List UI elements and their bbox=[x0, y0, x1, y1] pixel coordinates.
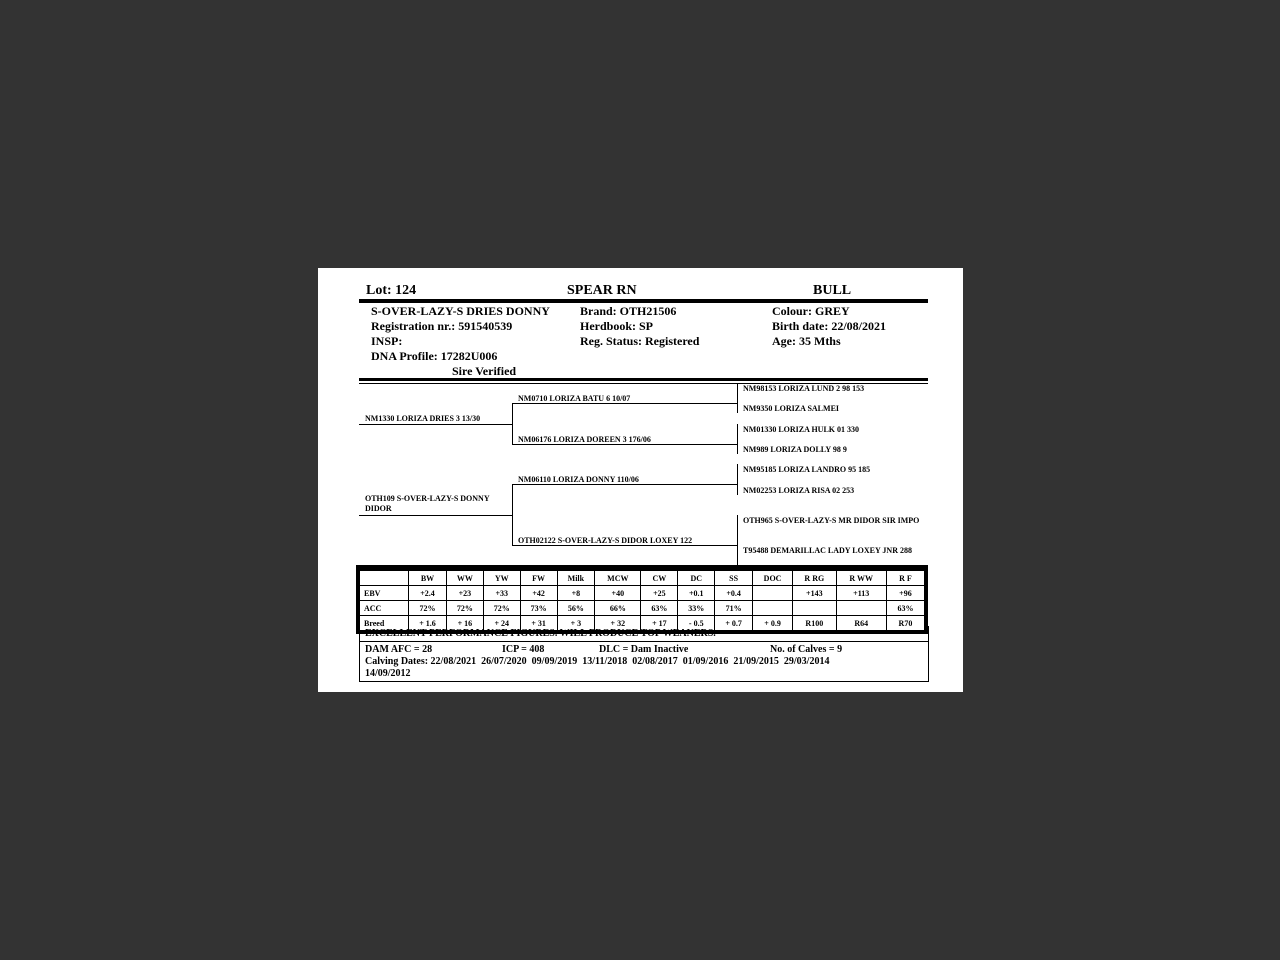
acc-cell: 72% bbox=[483, 601, 520, 616]
breeder-name: SPEAR RN bbox=[567, 283, 637, 298]
lot-number: Lot: 124 bbox=[366, 283, 417, 298]
breed-cell: + 24 bbox=[483, 616, 520, 633]
pedigree-sire-sire: NM0710 LORIZA BATU 6 10/07 bbox=[518, 394, 631, 403]
insp: INSP: bbox=[371, 334, 403, 348]
ss-bracket bbox=[737, 383, 738, 413]
birth-date: Birth date: 22/08/2021 bbox=[772, 319, 886, 333]
ebv-cell: +0.4 bbox=[715, 586, 753, 601]
ebv-cell: +96 bbox=[886, 586, 926, 601]
animal-sex: BULL bbox=[813, 283, 852, 298]
breed-cell: R100 bbox=[793, 616, 837, 633]
breed-cell: + 1.6 bbox=[409, 616, 447, 633]
sd-bracket bbox=[737, 424, 738, 454]
notes-box bbox=[359, 626, 929, 682]
breed-cell: + 32 bbox=[595, 616, 641, 633]
ebv-cell: +42 bbox=[520, 586, 557, 601]
ebv-col-header: BW bbox=[409, 568, 447, 586]
ebv-col-header: WW bbox=[446, 568, 483, 586]
acc-cell: 73% bbox=[520, 601, 557, 616]
icp: ICP = 408 bbox=[502, 644, 545, 655]
breed-cell: R64 bbox=[836, 616, 886, 633]
dna-profile: DNA Profile: 17282U006 bbox=[371, 349, 498, 363]
sire-dam-line bbox=[512, 444, 737, 445]
sire-bracket bbox=[512, 403, 513, 445]
ebv-col-header: Milk bbox=[557, 568, 595, 586]
lot-card bbox=[318, 268, 963, 692]
acc-cell: 66% bbox=[595, 601, 641, 616]
animal-info-left bbox=[371, 304, 550, 379]
brand: Brand: OTH21506 bbox=[580, 304, 677, 318]
row-label: EBV bbox=[358, 586, 409, 601]
ebv-cell: +33 bbox=[483, 586, 520, 601]
pedigree-sire: NM1330 LORIZA DRIES 3 13/30 bbox=[365, 414, 481, 423]
ebv-cell: +113 bbox=[836, 586, 886, 601]
ebv-cell: +40 bbox=[595, 586, 641, 601]
acc-cell: 72% bbox=[446, 601, 483, 616]
acc-cell: 63% bbox=[886, 601, 926, 616]
acc-cell bbox=[793, 601, 837, 616]
ebv-cell: +143 bbox=[793, 586, 837, 601]
sire-sire-line bbox=[512, 403, 737, 404]
breed-cell: + 0.9 bbox=[753, 616, 793, 633]
breed-cell: R70 bbox=[886, 616, 926, 633]
ebv-header-row bbox=[358, 568, 926, 586]
ebv-cell: +23 bbox=[446, 586, 483, 601]
animal-info-right bbox=[772, 304, 886, 349]
breed-cell: + 16 bbox=[446, 616, 483, 633]
row-label: Breed bbox=[358, 616, 409, 633]
ebv-col-header: R RG bbox=[793, 568, 837, 586]
ebv-col-header: DC bbox=[678, 568, 715, 586]
ebv-col-header bbox=[358, 568, 409, 586]
herdbook: Herdbook: SP bbox=[580, 319, 654, 333]
breed-cell: + 3 bbox=[557, 616, 595, 633]
ebv-cell bbox=[753, 586, 793, 601]
dd-bracket bbox=[737, 515, 738, 565]
ebv-col-header: CW bbox=[641, 568, 678, 586]
pedigree-divider-thick bbox=[359, 378, 928, 381]
pedigree-dam-dam: OTH02122 S-OVER-LAZY-S DIDOR LOXEY 122 bbox=[518, 536, 693, 545]
breed-cell: + 0.7 bbox=[715, 616, 753, 633]
calving-dates-cont: 14/09/2012 bbox=[365, 668, 411, 679]
acc-cell bbox=[836, 601, 886, 616]
ebv-col-header: YW bbox=[483, 568, 520, 586]
pedigree-ggp-1: NM98153 LORIZA LUND 2 98 153 bbox=[743, 384, 865, 393]
row-label: ACC bbox=[358, 601, 409, 616]
ebv-table bbox=[356, 565, 928, 634]
breed-cell: + 17 bbox=[641, 616, 678, 633]
ds-bracket bbox=[737, 464, 738, 495]
dam-line bbox=[359, 515, 512, 516]
acc-cell bbox=[753, 601, 793, 616]
acc-cell: 71% bbox=[715, 601, 753, 616]
pedigree-dam-sire: NM06110 LORIZA DONNY 110/06 bbox=[518, 475, 639, 484]
acc-cell: 63% bbox=[641, 601, 678, 616]
ebv-col-header: FW bbox=[520, 568, 557, 586]
ebv-col-header: R WW bbox=[836, 568, 886, 586]
pedigree-ggp-5: NM95185 LORIZA LANDRO 95 185 bbox=[743, 465, 871, 474]
ebv-col-header: MCW bbox=[595, 568, 641, 586]
acc-row bbox=[358, 601, 926, 616]
ebv-cell: +0.1 bbox=[678, 586, 715, 601]
dam-bracket bbox=[512, 484, 513, 546]
pedigree-ggp-2: NM9350 LORIZA SALMEI bbox=[743, 404, 840, 413]
ebv-row bbox=[358, 586, 926, 601]
dam-sire-line bbox=[512, 484, 737, 485]
comment: EXCELLENT PERFORMANCE FIGURES. WILL PRODUCE TOP WEANERS. bbox=[360, 626, 928, 642]
pedigree-dam: OTH109 S-OVER-LAZY-S DONNY DIDOR bbox=[365, 494, 490, 513]
dlc: DLC = Dam Inactive bbox=[599, 644, 689, 655]
sire-line bbox=[359, 424, 512, 425]
pedigree-ggp-7: OTH965 S-OVER-LAZY-S MR DIDOR SIR IMPO bbox=[743, 516, 920, 525]
no-of-calves: No. of Calves = 9 bbox=[770, 644, 843, 655]
ebv-col-header: R F bbox=[886, 568, 926, 586]
pedigree-ggp-6: NM02253 LORIZA RISA 02 253 bbox=[743, 486, 855, 495]
calving-dates: Calving Dates: 22/08/2021 26/07/2020 09/09/2019 13/11/2018 02/08/2017 01/09/2016 21/09/2015 29/03/2014 bbox=[365, 656, 830, 667]
animal-info-middle bbox=[580, 304, 699, 349]
acc-cell: 72% bbox=[409, 601, 447, 616]
pedigree-ggp-8: T95488 DEMARILLAC LADY LOXEY JNR 288 bbox=[743, 546, 912, 555]
dam-dam-line bbox=[512, 545, 737, 546]
breed-cell: + 31 bbox=[520, 616, 557, 633]
dam-afc: DAM AFC = 28 bbox=[365, 644, 433, 655]
pedigree-sire-dam: NM06176 LORIZA DOREEN 3 176/06 bbox=[518, 435, 651, 444]
pedigree-ggp-3: NM01330 LORIZA HULK 01 330 bbox=[743, 425, 860, 434]
ebv-cell: +2.4 bbox=[409, 586, 447, 601]
registration-number: Registration nr.: 591540539 bbox=[371, 319, 513, 333]
acc-cell: 56% bbox=[557, 601, 595, 616]
animal-name: S-OVER-LAZY-S DRIES DONNY bbox=[371, 304, 550, 318]
header-divider bbox=[359, 299, 928, 303]
pedigree-ggp-4: NM989 LORIZA DOLLY 98 9 bbox=[743, 445, 847, 454]
acc-cell: 33% bbox=[678, 601, 715, 616]
sire-verified: Sire Verified bbox=[452, 364, 517, 378]
dam-stats-row bbox=[360, 644, 928, 656]
ebv-col-header: DOC bbox=[753, 568, 793, 586]
ebv-cell: +25 bbox=[641, 586, 678, 601]
ebv-cell: +8 bbox=[557, 586, 595, 601]
colour: Colour: GREY bbox=[772, 304, 850, 318]
reg-status: Reg. Status: Registered bbox=[580, 334, 700, 348]
breed-cell: - 0.5 bbox=[678, 616, 715, 633]
age: Age: 35 Mths bbox=[772, 334, 841, 348]
ebv-col-header: SS bbox=[715, 568, 753, 586]
